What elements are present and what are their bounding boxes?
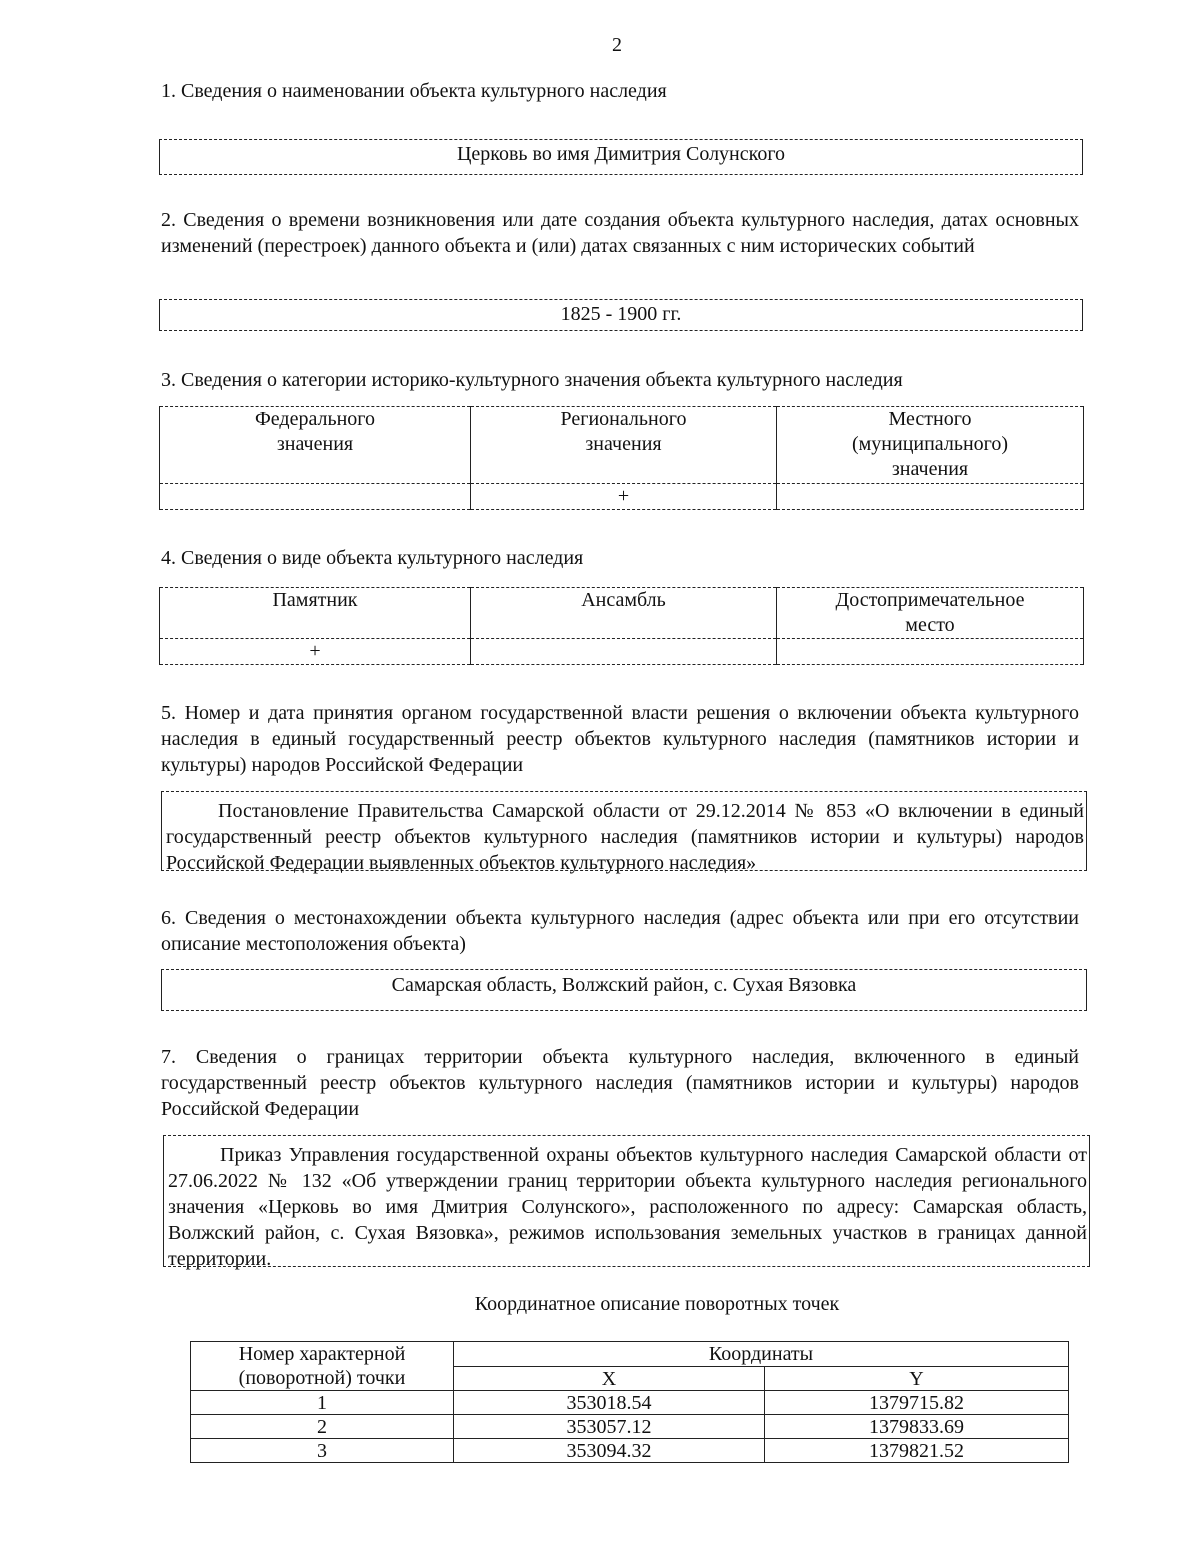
point-number-header: Номер характерной (поворотной) точки — [191, 1342, 454, 1391]
object-address: Самарская область, Волжский район, с. Сухая Вязовка — [391, 974, 857, 996]
category-federal-mark — [160, 484, 471, 510]
section-4-heading: 4. Сведения о виде объекта культурного наследия — [161, 547, 584, 569]
section-1-value-box — [159, 139, 1083, 175]
category-regional-mark: + — [471, 484, 777, 510]
point-number: 2 — [191, 1415, 454, 1439]
section-6-value-box — [161, 969, 1087, 1011]
creation-dates: 1825 - 1900 гг. — [560, 303, 682, 325]
section-5-heading: 5. Номер и дата принятия органом государственной власти решения о включении объекта культурного наследия в единый государственный реестр объектов культурного наследия (памятников истории и культуры) народов Российской Федерации — [161, 702, 1079, 776]
object-name: Церковь во имя Димитрия Солунского — [456, 143, 786, 165]
category-regional-header: Регионального значения — [471, 407, 777, 484]
category-local-header: Местного (муниципального) значения — [777, 407, 1084, 484]
type-landmark-mark — [777, 639, 1084, 665]
point-x: 353018.54 — [454, 1391, 765, 1415]
category-table — [159, 406, 1084, 510]
point-number: 3 — [191, 1439, 454, 1463]
type-monument-header: Памятник — [160, 588, 471, 639]
x-header: X — [454, 1367, 765, 1391]
point-x: 353057.12 — [454, 1415, 765, 1439]
type-ensemble-header: Ансамбль — [471, 588, 777, 639]
point-y: 1379821.52 — [765, 1439, 1069, 1463]
type-ensemble-mark — [471, 639, 777, 665]
point-y: 1379833.69 — [765, 1415, 1069, 1439]
point-x: 353094.32 — [454, 1439, 765, 1463]
y-header: Y — [765, 1367, 1069, 1391]
coordinates-title: Координатное описание поворотных точек — [474, 1293, 840, 1315]
coordinates-header: Координаты — [454, 1342, 1069, 1367]
category-federal-header: Федерального значения — [160, 407, 471, 484]
registry-decision: Постановление Правительства Самарской области от 29.12.2014 № 853 «О включении в единый государственный реестр объектов культурного наследия (памятников истории и культуры) народов Российской Федерации выявленных объектов культурного наследия» — [161, 791, 1087, 871]
point-y: 1379715.82 — [765, 1391, 1069, 1415]
section-2-value-box — [159, 299, 1083, 331]
type-landmark-header: Достопримечательное место — [777, 588, 1084, 639]
section-7-heading: 7. Сведения о границах территории объекта культурного наследия, включенного в единый государственный реестр объектов культурного наследия (памятников истории и культуры) народов Российской Федерации — [161, 1046, 1079, 1120]
point-number: 1 — [191, 1391, 454, 1415]
boundaries-order: Приказ Управления государственной охраны объектов культурного наследия Самарской области от 27.06.2022 № 132 «Об утверждении границ территории объекта культурного наследия регионального значения «Церковь во имя Дмитрия Солунского», расположенного по адресу: Самарская область, Волжский район, с. Сухая Вязовка», режимов использования земельных участков в границах данной территории. — [163, 1135, 1090, 1267]
type-table — [159, 587, 1084, 665]
table-row — [191, 1391, 1069, 1415]
type-monument-mark: + — [160, 639, 471, 665]
table-row — [191, 1439, 1069, 1463]
category-local-mark — [777, 484, 1084, 510]
section-3-heading: 3. Сведения о категории историко-культурного значения объекта культурного наследия — [161, 369, 903, 391]
page-number: 2 — [612, 34, 622, 56]
section-6-heading: 6. Сведения о местонахождении объекта культурного наследия (адрес объекта или при его отсутствии описание местоположения объекта) — [161, 907, 1079, 955]
section-2-heading: 2. Сведения о времени возникновения или дате создания объекта культурного наследия, датах основных изменений (перестроек) данного объекта и (или) датах связанных с ним исторических событий — [161, 209, 1079, 257]
section-1-heading: 1. Сведения о наименовании объекта культурного наследия — [161, 80, 667, 102]
table-row — [191, 1415, 1069, 1439]
coordinates-table — [190, 1341, 1069, 1463]
